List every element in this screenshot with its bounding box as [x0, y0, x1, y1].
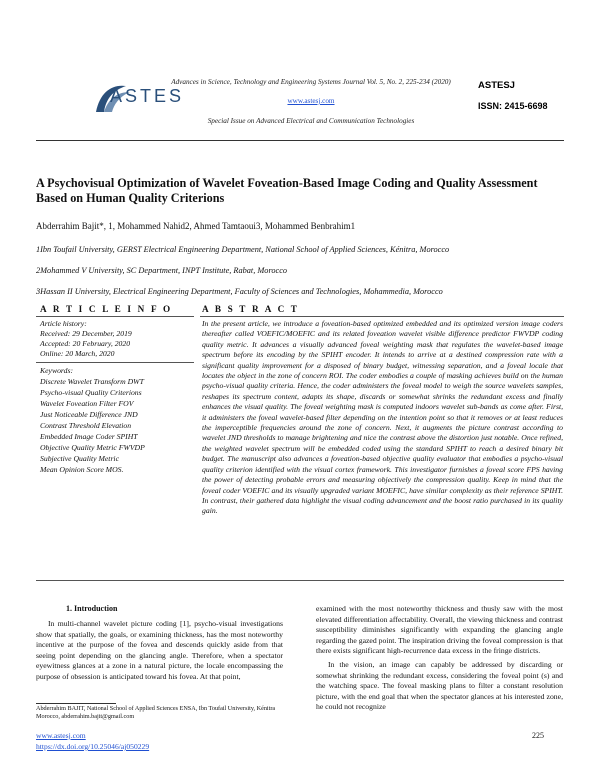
affiliation-2: 2Mohammed V University, SC Department, INPT Institute, Rabat, Morocco [36, 266, 288, 275]
intro-paragraph: In multi-channel wavelet picture coding [1], psycho-visual investigations show that spatially, the goals, or examining thickness, has the most noteworthy incentive at the purpose of the fovea and descends quickly aside from that seeing point depending on the glancing angle. Therefore, when a spectator eyewitness glances at a zone in a natural picture, the locale encompassing the purpose of obsession is anticipated toward his fovea. At that point, [36, 619, 283, 681]
intro-paragraph-continued: examined with the most noteworthy thickness and thusly saw with the most elevated differentiation affectability. Overall, the viewing thickness and contrast susceptibility diminishes significantly with expanding the glancing angle regarding the gazed point. The inspiration driving the foveal compression is that there exists significant high-recurrence data excess in the fringe districts. [316, 604, 563, 656]
page-number: 225 [532, 731, 544, 740]
intro-paragraph: In the vision, an image can capably be addressed by discarding or somewhat shrinking the redundant excess, considering the foveal point (s) and the watching space. The foveal masking plans to filter a constant resolution picture, with the end goal that when the spectator glances at his interested zone, he could not recognize [316, 659, 563, 712]
left-column [36, 619, 283, 686]
keyword-item: Subjective Quality Metric [40, 454, 119, 463]
accepted-date: Accepted: 20 February, 2020 [40, 339, 131, 348]
corresponding-author-footnote: Abderrahim BAJIT, National School of Applied Sciences ENSA, Ibn Toufail University, Kénitra Morocco, abderrahim.bajit@gmail.com [36, 705, 276, 720]
keyword-item: Embedded Image Coder SPIHT [40, 432, 138, 441]
abstract-heading: A B S T R A C T [202, 304, 300, 314]
article-info-top-rule [36, 316, 194, 317]
keyword-item: Objective Quality Metric FWVDP [40, 443, 145, 452]
logo-wordmark: ASTES [110, 86, 185, 106]
doi-link[interactable]: https://dx.doi.org/10.25046/aj050229 [36, 742, 150, 751]
article-info-heading: A R T I C L E I N F O [40, 304, 173, 314]
author-list: Abderrahim Bajit*, 1, Mohammed Nahid2, Ahmed Tamtaoui3, Mohammed Benbrahim1 [36, 221, 356, 231]
keyword-item: Wavelet Foveation Filter FOV [40, 399, 134, 408]
keywords-label: Keywords: [40, 366, 74, 375]
keyword-item: Discrete Wavelet Transform DWT [40, 377, 144, 386]
abstract-text: In the present article, we introduce a foveation-based optimized embedded and its optimized version image coders thereafter called VOEFIC/MOEFIC and its related foveation wavelet visible difference predictor FWVDP coding quality metric. It advances a visually advanced foveal weighting mask that regulates the wavelet-based image spectrum before its encoding by the SPIHT encoder. It intends to arrive at a destined compression rate with a significant quality improvement for a disposed of binary budget, witnessing separation, and a foveal locale that locates the object in the zone of concern ROI. The coder embodies a couple of masking achieves build on the human psycho-visual quality criteria. Hence, the coder administers the foveal model to weigh the source wavelets samples, reshapes its spectrum content, adapts its shape, discards or somewhat shrinks the redundant excess and finally enhances the visual quality. The foveal weighting mask is computed indoors wavelet sub-bands as come after. First, it administers the foveal wavelet-based filter depending on the intention point so that it removes or at least reduces the imperceptible frequencies around the zone of concern. Next, it augments the picture contrast according to wavelet JND thresholds to manage brightening and nice the contrast above the distortion just notable. Once refined, the weighted wavelet spectrum will be embedded coded using the standard SPIHT to reach a desired binary bit budget. The manuscript also advances a foveation-based objective quality evaluator that embodies a psycho-visual quality criterion identified with the visual cortex framework. This investigator furnishes a foveal score FPS having the power of detecting probable errors and measuring objectively the compression quality. Keep in mind that the foveal coder VOEFIC and its visually upgraded variant MOEFIC, have similar complexity as their reference SPIHT. In contrast, their gathered data highlight the visual coding advancement and the boost ratio purchased in its quality gain. [202, 319, 563, 516]
footer-journal-link[interactable]: www.astesj.com [36, 731, 86, 740]
header-divider [36, 140, 564, 141]
keyword-item: Contrast Threshold Elevation [40, 421, 132, 430]
article-info-mid-rule [36, 362, 194, 363]
abstract-top-rule [200, 316, 564, 317]
abstract-bottom-rule [36, 580, 564, 581]
special-issue-line: Special Issue on Advanced Electrical and Communication Technologies [207, 117, 415, 125]
online-date: Online: 20 March, 2020 [40, 349, 115, 358]
history-label: Article history: [40, 319, 87, 328]
keyword-item: Psycho-visual Quality Criterions [40, 388, 142, 397]
keyword-item: Just Noticeable Difference JND [40, 410, 138, 419]
paper-title: A Psychovisual Optimization of Wavelet Foveation-Based Image Coding and Quality Assessment Based on Human Quality Criterions [36, 176, 538, 205]
issn-label: ISSN: 2415-6698 [478, 101, 548, 111]
journal-citation: Advances in Science, Technology and Engineering Systems Journal Vol. 5, No. 2, 225-234 (2020) [171, 78, 451, 86]
section-introduction-heading: 1. Introduction [66, 604, 118, 613]
keyword-item: Mean Opinion Score MOS. [40, 465, 124, 474]
affiliation-3: 3Hassan II University, Electrical Engineering Department, Faculty of Sciences and Technologies, Mohammedia, Morocco [36, 287, 443, 296]
journal-url-link[interactable]: www.astesj.com [287, 97, 335, 105]
affiliation-1: 1Ibn Toufail University, GERST Electrical Engineering Department, National School of Applied Sciences, Kénitra, Morocco [36, 245, 450, 254]
right-column [316, 604, 563, 716]
footnote-divider [36, 703, 116, 704]
journal-brand: ASTESJ [478, 80, 515, 91]
received-date: Received: 29 December, 2019 [40, 329, 132, 338]
